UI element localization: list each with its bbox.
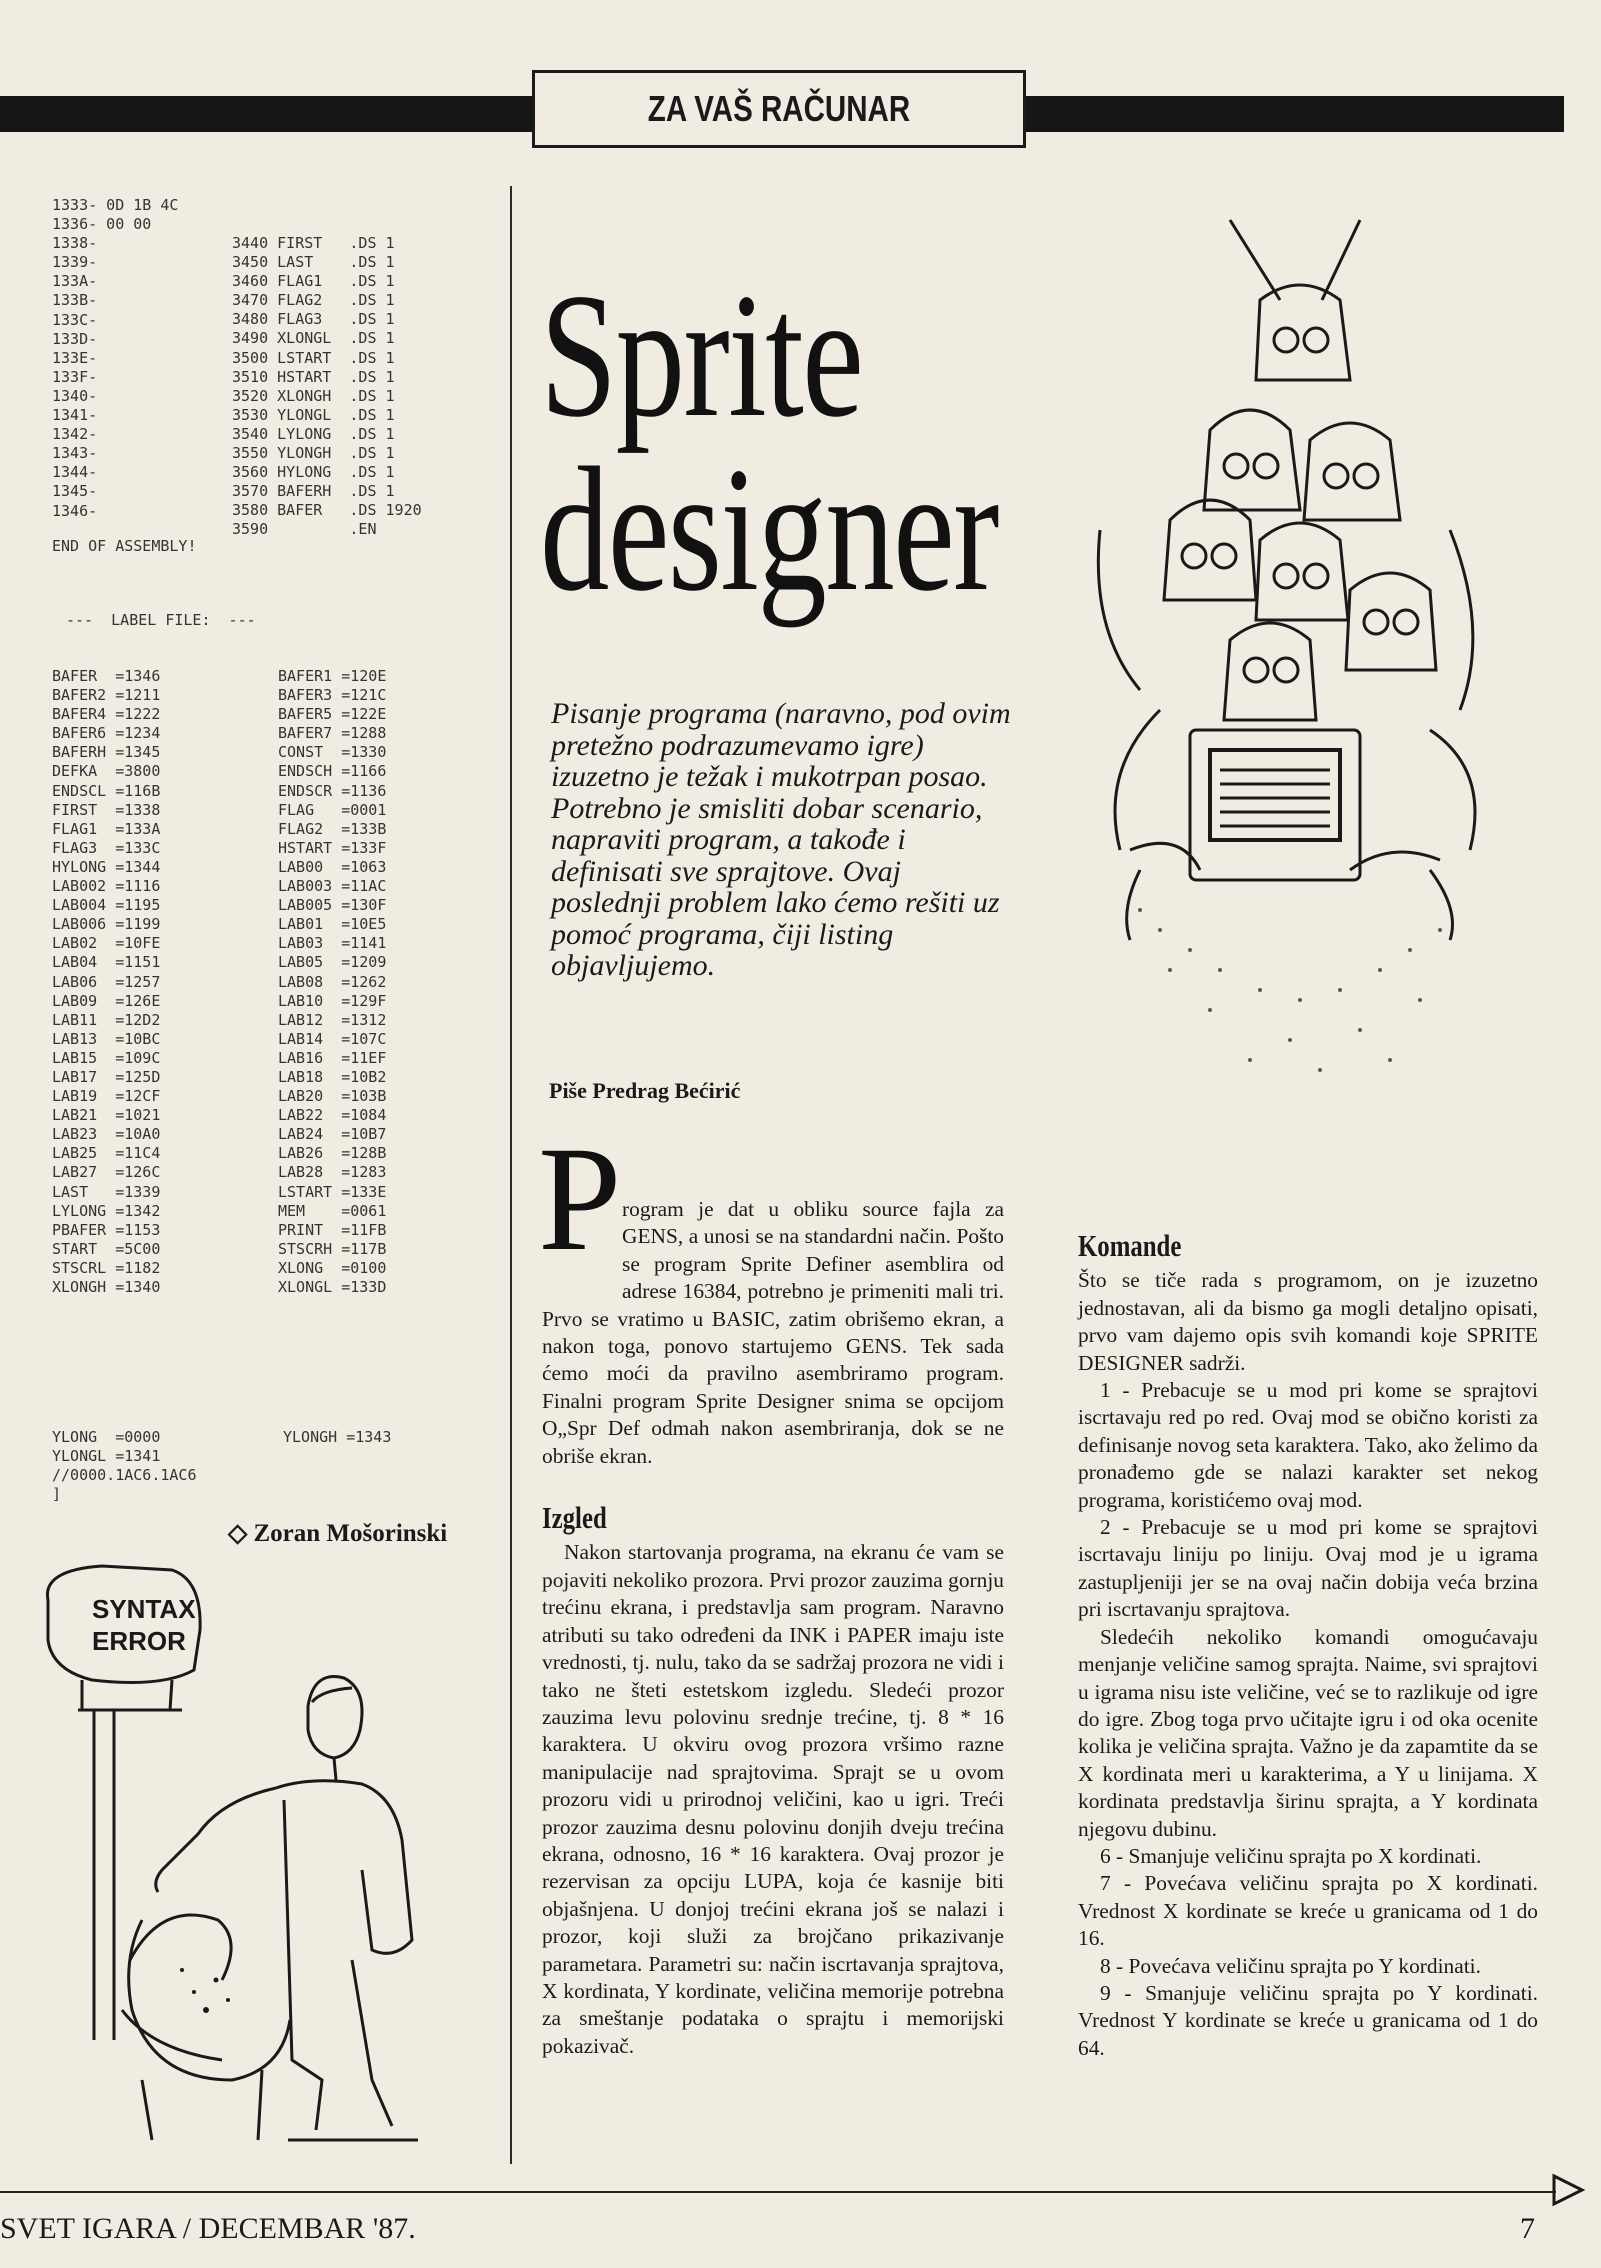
listing-assembly-row: 3450 LAST .DS 1 bbox=[232, 253, 395, 272]
listing-assembly-row: 3460 FLAG1 .DS 1 bbox=[232, 272, 395, 291]
label-row: FLAG =0001 bbox=[278, 800, 387, 819]
label-row: LAB05 =1209 bbox=[278, 953, 387, 972]
label-row: PBAFER =1153 bbox=[52, 1220, 161, 1239]
listing-address-row: 1339- bbox=[52, 253, 98, 272]
label-row: LAB14 =107C bbox=[278, 1029, 387, 1048]
article-paragraph-1: rogram je dat u obliku source fajla za GENS, a unosi se na standardni način. Pošto se program Sprite Definer asemblira od adrese 16384, potrebno je primeniti mali tri. Prvo se vratimo u BASIC, zatim obrišemo ekran, a nakon toga, ponovo startujemo GENS. Tek sada ćemo moći da pravilno asembriramo program. Finalni program Sprite Designer snima se opcijom O„Spr Def odmah nakon asembriranja, dok se ne obriše ekran. bbox=[542, 1197, 1004, 1468]
listing-assembly-row: 3520 XLONGH .DS 1 bbox=[232, 386, 395, 405]
label-row: PRINT =11FB bbox=[278, 1220, 387, 1239]
listing-address-row: 1344- bbox=[52, 463, 98, 482]
header-band-right bbox=[1026, 96, 1564, 132]
label-row: LAB19 =12CF bbox=[52, 1087, 161, 1106]
article-column-2 bbox=[1078, 1228, 1538, 2062]
label-row: LAB28 =1283 bbox=[278, 1163, 387, 1182]
label-row: LAB21 =1021 bbox=[52, 1106, 161, 1125]
label-row: LAB09 =126E bbox=[52, 991, 161, 1010]
label-row: LAB06 =1257 bbox=[52, 972, 161, 991]
label-row: LAST =1339 bbox=[52, 1182, 161, 1201]
label-row: BAFER3 =121C bbox=[278, 686, 387, 705]
label-row: LAB003 =11AC bbox=[278, 877, 387, 896]
section-heading-izgled: Izgled bbox=[542, 1500, 607, 1536]
label-row: STSCRH =117B bbox=[278, 1239, 387, 1258]
command-7: 7 - Povećava veličinu sprajta po X kordinati. Vrednost X kordinate se kreće u granicama od 1 do 16. bbox=[1078, 1871, 1538, 1951]
label-list-right bbox=[278, 667, 386, 1297]
next-page-arrow-icon bbox=[1550, 2172, 1586, 2208]
label-row: XLONGH =1340 bbox=[52, 1278, 161, 1296]
label-row: LAB23 =10A0 bbox=[52, 1125, 161, 1144]
label-row: ENDSCH =1166 bbox=[278, 762, 387, 781]
article-intro: Pisanje programa (naravno, pod ovim pretežno podrazumevamo igre) izuzetno je težak i mukotrpan posao. Potrebno je smisliti dobar scenario, napraviti program, a takođe i definisati sve sprajtove. Ovaj poslednji problem lako ćemo rešiti uz pomoć programa, čiji listing objavljujemo. bbox=[551, 697, 1011, 982]
label-row: LAB18 =10B2 bbox=[278, 1067, 387, 1086]
listing-assembly-row: 3580 BAFER .DS 1920 bbox=[232, 501, 422, 520]
label-row: //0000.1AC6.1AC6 bbox=[52, 1466, 197, 1485]
cartoon-text-line2: ERROR bbox=[92, 1626, 186, 1656]
label-row: DEFKA =3800 bbox=[52, 762, 161, 781]
listing-assembly-row: 3550 YLONGH .DS 1 bbox=[232, 444, 395, 463]
footer-magazine: SVET IGARA / DECEMBAR '87. bbox=[0, 2212, 416, 2245]
label-row: LAB13 =10BC bbox=[52, 1029, 161, 1048]
label-row: LAB02 =10FE bbox=[52, 934, 161, 953]
listing-address-row: 133E- bbox=[52, 348, 98, 367]
listing-address-row: 1345- bbox=[52, 482, 98, 501]
listing-address-row: 1343- bbox=[52, 444, 98, 463]
listing-address-row: 133B- bbox=[52, 291, 98, 310]
label-row: BAFER6 =1234 bbox=[52, 724, 161, 743]
section-heading-komande: Komande bbox=[1078, 1228, 1182, 1263]
listing-assembly-row: 3570 BAFERH .DS 1 bbox=[232, 482, 395, 501]
listing-address-row: 1342- bbox=[52, 425, 98, 444]
commands-intro: Što se tiče rada s programom, on je izuzetno jednostavan, ali da bismo ga mogli detaljno opisati, prvo vam dajemo opis svih komandi koje SPRITE DESIGNER sadrži. bbox=[1078, 1268, 1538, 1375]
listing-assembly bbox=[232, 234, 422, 540]
listing-address-row: 133F- bbox=[52, 367, 98, 386]
label-row: LAB16 =11EF bbox=[278, 1048, 387, 1067]
label-list-tail-right: YLONGH =1343 bbox=[283, 1428, 392, 1446]
listing-address-row: 1341- bbox=[52, 406, 98, 425]
label-row: FLAG2 =133B bbox=[278, 819, 387, 838]
listing-address-row: 133A- bbox=[52, 272, 98, 291]
label-row: BAFERH =1345 bbox=[52, 743, 161, 762]
label-row: FLAG3 =133C bbox=[52, 838, 161, 857]
title-line-1: Sprite bbox=[540, 256, 863, 454]
label-row: LAB08 =1262 bbox=[278, 972, 387, 991]
command-6: 6 - Smanjuje veličinu sprajta po X kordinati. bbox=[1100, 1843, 1482, 1868]
label-row: ] bbox=[52, 1485, 62, 1504]
label-row: MEM =0061 bbox=[278, 1201, 387, 1220]
drop-cap: P bbox=[538, 1116, 622, 1282]
label-row: BAFER4 =1222 bbox=[52, 705, 161, 724]
label-row: LAB12 =1312 bbox=[278, 1010, 387, 1029]
author-credit: ◇ Zoran Mošorinski bbox=[228, 1520, 448, 1547]
listing-assembly-row: 3500 LSTART .DS 1 bbox=[232, 348, 395, 367]
label-row: XLONGL =133D bbox=[278, 1278, 387, 1296]
label-row: HSTART =133F bbox=[278, 838, 387, 857]
label-row: HYLONG =1344 bbox=[52, 857, 161, 876]
label-row: LAB004 =1195 bbox=[52, 896, 161, 915]
label-row: BAFER2 =1211 bbox=[52, 686, 161, 705]
label-row: LAB22 =1084 bbox=[278, 1106, 387, 1125]
listing-address-row: 1338- bbox=[52, 234, 98, 253]
label-row: LAB20 =103B bbox=[278, 1087, 387, 1106]
title-line-2: designer bbox=[540, 430, 998, 628]
cartoon-text-line1: SYNTAX bbox=[92, 1594, 196, 1624]
listing-address-row: 133D- bbox=[52, 329, 98, 348]
article-paragraph-2: Nakon startovanja programa, na ekranu će vam se pojaviti nekoliko prozora. Prvi prozor zauzima gornju trećinu ekrana, i predstavlja sam program. Naravno atributi su tako određeni da INK i PAPER imaju iste vrednosti, tj. nulu, tako da se sadržaj prozora ne vidi i tako ne šteti estetskom izgledu. Sledeći prozor zauzima levu polovinu srednje trećine, tj. 8 * 16 karaktera. U okviru ovog prozora vršimo razne manipulacije nad sprajtovima. Sprajt se u ovom prozoru vidi u prirodnoj veličini, kao u igri. Treći prozor zauzima desnu polovinu donjih dveju trećina ekrana, odnosno, 16 * 16 karaktera. Ovaj prozor je rezervisan za opciju LUPA, koja će kasnije biti objašnjena. U donjoj trećini ekrana još se nalazi i prozor, koji služi za brojčano prikazivanje parametara. Parametri su: način iscrtavanja sprajtova, X kordinata, Y kordinate, veličina memorije potrebna za smeštanje podataka o sprajtu i memorijski pokazivač. bbox=[542, 1540, 1004, 2058]
label-row: CONST =1330 bbox=[278, 743, 387, 762]
label-list-tail bbox=[52, 1428, 197, 1504]
label-row: LAB15 =109C bbox=[52, 1048, 161, 1067]
label-row: YLONGL =1341 bbox=[52, 1447, 161, 1466]
command-2: 2 - Prebacuje se u mod pri kome se sprajtovi iscrtavaju liniju po liniju. Ovaj mod je u igrama zastupljeniji jer se na ovaj način dobija veća brzina pri iscrtavanju sprajtova. bbox=[1078, 1515, 1538, 1622]
label-row: BAFER1 =120E bbox=[278, 667, 387, 685]
size-commands: Sledećih nekoliko komandi omogućavaju menjanje veličine samog sprajta. Naime, svi sprajtovi u igrama nisu iste veličine, već se to razlikuje od igre do igre. Zbog toga prvo učitajte igru i od oka ocenite kolika je veličina sprajta. Važno je da zapamtite da se X kordinata meri u karakterima, a Y u linijama. X kordinata predstavlja širinu sprajta, a Y kordinata njegovu dubinu. bbox=[1078, 1624, 1538, 1841]
label-row: YLONG =0000 bbox=[52, 1428, 161, 1446]
listing-address-row: 1340- bbox=[52, 386, 98, 405]
listing-address-row: 133C- bbox=[52, 310, 98, 329]
label-list-left bbox=[52, 667, 160, 1297]
label-row: XLONG =0100 bbox=[278, 1258, 387, 1277]
article-column-1 bbox=[542, 1196, 1004, 2060]
article-title bbox=[540, 256, 998, 628]
listing-assembly-row: 3490 XLONGL .DS 1 bbox=[232, 329, 395, 348]
listing-address-row: 1333- 0D 1B 4C bbox=[52, 196, 179, 214]
label-row: LAB24 =10B7 bbox=[278, 1125, 387, 1144]
command-1: 1 - Prebacuje se u mod pri kome se sprajtovi iscrtavaju red po red. Ovaj mod se obično koristi za definisanje novog seta karaktera. Tako, ako želimo da pronađemo gde se nalazi karakter set nekog programa, koristićemo ovaj mod. bbox=[1078, 1378, 1538, 1512]
listing-assembly-row: 3510 HSTART .DS 1 bbox=[232, 367, 395, 386]
listing-address-row: 1346- bbox=[52, 501, 98, 520]
header-band-left bbox=[0, 96, 532, 132]
footer-rule bbox=[0, 2191, 1556, 2193]
label-row: LAB002 =1116 bbox=[52, 877, 161, 896]
section-header bbox=[532, 70, 1026, 148]
label-row: BAFER5 =122E bbox=[278, 705, 387, 724]
label-row: LAB26 =128B bbox=[278, 1144, 387, 1163]
column-rule bbox=[510, 186, 512, 2164]
listing-assembly-row: 3470 FLAG2 .DS 1 bbox=[232, 291, 395, 310]
robots-illustration bbox=[1060, 210, 1520, 1140]
label-row: LYLONG =1342 bbox=[52, 1201, 161, 1220]
label-row: LAB17 =125D bbox=[52, 1067, 161, 1086]
listing-assembly-row: 3590 .EN bbox=[232, 520, 377, 539]
listing-assembly-row: 3480 FLAG3 .DS 1 bbox=[232, 310, 395, 329]
label-row: LAB01 =10E5 bbox=[278, 915, 387, 934]
label-row: LAB04 =1151 bbox=[52, 953, 161, 972]
label-row: FLAG1 =133A bbox=[52, 819, 161, 838]
listing-addresses bbox=[52, 196, 178, 521]
end-of-assembly: END OF ASSEMBLY! bbox=[52, 537, 197, 555]
label-row: FIRST =1338 bbox=[52, 800, 161, 819]
label-row: BAFER7 =1288 bbox=[278, 724, 387, 743]
page-number: 7 bbox=[1520, 2212, 1535, 2245]
label-row: ENDSCL =116B bbox=[52, 781, 161, 800]
label-row: LAB005 =130F bbox=[278, 896, 387, 915]
section-title: ZA VAŠ RAČUNAR bbox=[647, 88, 911, 129]
listing-assembly-row: 3530 YLONGL .DS 1 bbox=[232, 405, 395, 424]
label-row: LAB11 =12D2 bbox=[52, 1010, 161, 1029]
label-row: LAB03 =1141 bbox=[278, 934, 387, 953]
byline: Piše Predrag Bećirić bbox=[549, 1078, 741, 1103]
syntax-error-cartoon bbox=[22, 1540, 482, 2160]
label-row: LAB25 =11C4 bbox=[52, 1144, 161, 1163]
listing-assembly-row: 3440 FIRST .DS 1 bbox=[232, 234, 395, 252]
command-9: 9 - Smanjuje veličinu sprajta po Y kordinati. Vrednost Y kordinate se kreće u granicama od 1 do 64. bbox=[1078, 1980, 1538, 2060]
label-row: LAB00 =1063 bbox=[278, 857, 387, 876]
listing-address-row: 1336- 00 00 bbox=[52, 215, 152, 234]
listing-assembly-row: 3560 HYLONG .DS 1 bbox=[232, 463, 395, 482]
label-row: LAB006 =1199 bbox=[52, 915, 161, 934]
label-row: LAB10 =129F bbox=[278, 991, 387, 1010]
label-row: LSTART =133E bbox=[278, 1182, 387, 1201]
label-row: BAFER =1346 bbox=[52, 667, 161, 685]
listing-assembly-row: 3540 LYLONG .DS 1 bbox=[232, 424, 395, 443]
label-file-header: --- LABEL FILE: --- bbox=[66, 611, 256, 629]
command-8: 8 - Povećava veličinu sprajta po Y kordinati. bbox=[1100, 1953, 1481, 1978]
label-row: START =5C00 bbox=[52, 1239, 161, 1258]
label-row: STSCRL =1182 bbox=[52, 1258, 161, 1277]
label-row: ENDSCR =1136 bbox=[278, 781, 387, 800]
label-row: LAB27 =126C bbox=[52, 1163, 161, 1182]
